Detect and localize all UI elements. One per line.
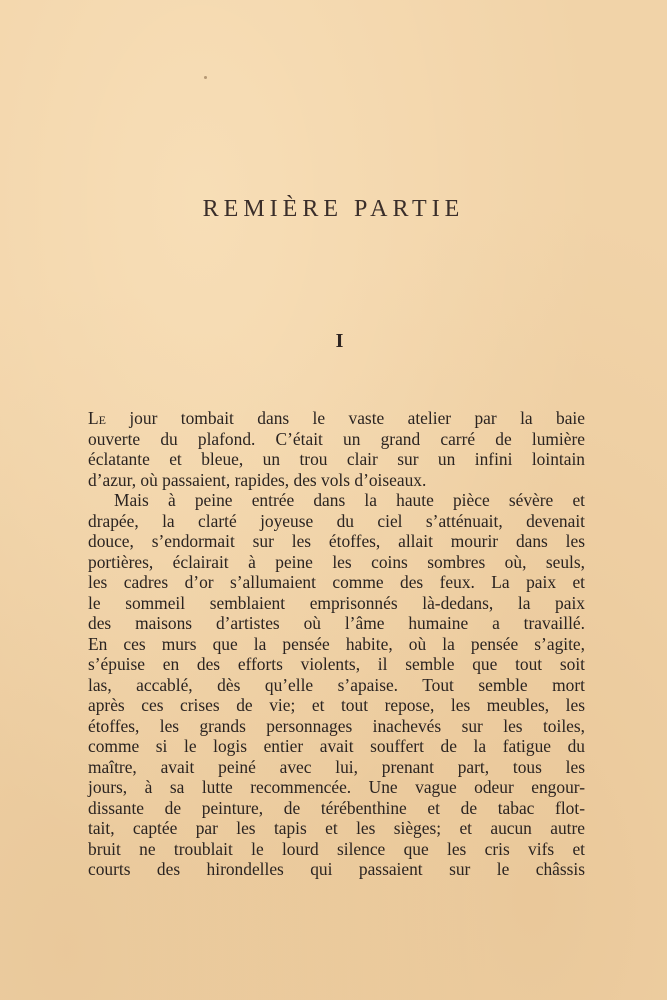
paragraph-2-line-19: courts des hirondelles qui passaient sur le châssis (88, 859, 585, 879)
paragraph-2-line-9: s’épuise en des efforts violents, il semble que tout soit (88, 654, 585, 674)
paragraph-2-line-8: En ces murs que la pensée habite, où la pensée s’agite, (88, 633, 585, 654)
paragraph-1 (88, 408, 585, 490)
paragraph-2-line-12: étoffes, les grands personnages inachevés sur les toiles, (88, 715, 585, 736)
paragraph-2-line-15: jours, à sa lutte recommencée. Une vague odeur engour- (88, 777, 585, 797)
paper-speck (204, 76, 207, 79)
chapter-number: I (335, 330, 344, 352)
paragraph-2-line-6: le sommeil semblaient emprisonnés là-dedans, la paix (88, 592, 585, 613)
paragraph-2-line-16: dissante de peinture, de térébenthine et de tabac flot- (88, 797, 585, 818)
part-title: REMIÈRE PARTIE (202, 196, 465, 222)
paragraph-2-line-1: Mais à peine entrée dans la haute pièce sévère et (114, 490, 585, 510)
paragraph-2-line-3: douce, s’endormait sur les étoffes, allait mourir dans les (88, 531, 585, 551)
paragraph-2-line-11: après ces crises de vie; et tout repose, les meubles, les (88, 695, 585, 715)
paragraph-2-line-10: las, accablé, dès qu’elle s’apaise. Tout semble mort (88, 674, 585, 695)
chapter-body (88, 408, 585, 880)
paragraph-2-line-14: maître, avait peiné avec lui, prenant part, tous les (88, 756, 585, 777)
paragraph-1-line-2: ouverte du plafond. C’était un grand carré de lumière (88, 428, 585, 449)
paragraph-2-line-4: portières, éclairait à peine les coins sombres où, seuls, (88, 551, 585, 572)
paragraph-2-line-5: les cadres d’or s’allumaient comme des feux. La paix et (88, 572, 585, 592)
paragraph-2-line-2: drapée, la clarté joyeuse du ciel s’atténuait, devenait (88, 510, 585, 531)
paragraph-2-line-7: des maisons d’artistes où l’âme humaine a travaillé. (88, 613, 585, 633)
paragraph-1-line-4: d’azur, où passaient, rapides, des vols d’oiseaux. (88, 469, 427, 490)
paragraph-2-line-17: tait, captée par les tapis et les sièges; et aucun autre (88, 818, 585, 838)
paragraph-2 (88, 490, 585, 880)
paragraph-2-line-13: comme si le logis entier avait souffert de la fatigue du (88, 736, 585, 756)
paragraph-1-line-3: éclatante et bleue, un trou clair sur un infini lointain (88, 449, 585, 469)
paragraph-1-line-1: Le jour tombait dans le vaste atelier par la baie (88, 408, 585, 428)
drop-word: Le (88, 408, 106, 428)
paragraph-2-line-18: bruit ne troublait le lourd silence que les cris vifs et (88, 838, 585, 859)
